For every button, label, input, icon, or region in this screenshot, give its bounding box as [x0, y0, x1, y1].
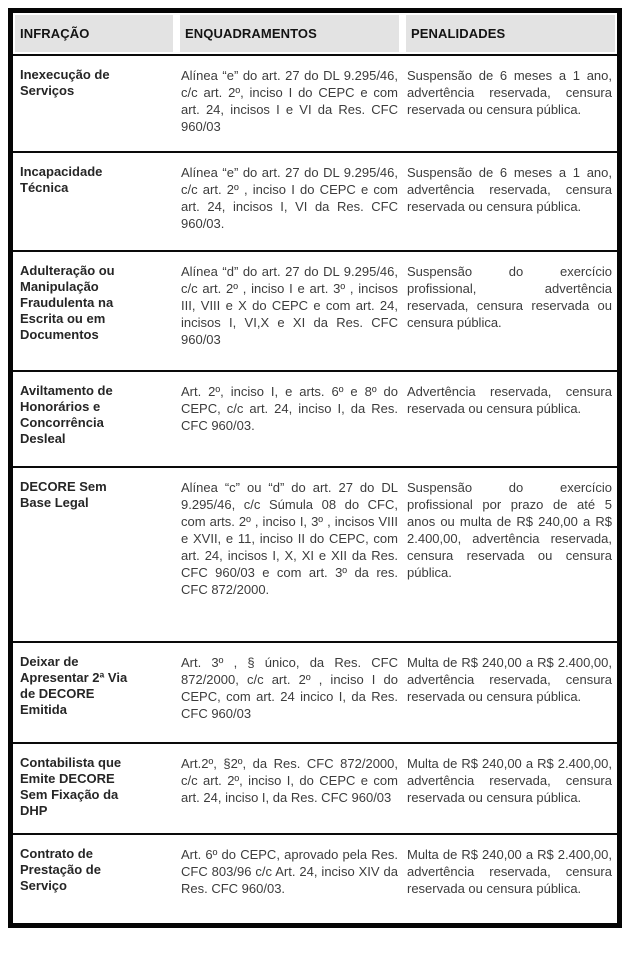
infracao-cell: Contrato de Prestação de Serviço	[20, 846, 101, 893]
enquadramento-cell: Alínea “c” ou “d” do art. 27 do DL 9.295/46, c/c Súmula 08 do CFC, com arts. 2º , inciso I, 3º , incisos VIII e XVII, e 11, inciso II do CEPC, com art. 24, incisos I, X, XI e XII da Res. CFC 960/03 e com art. 3º da res. CFC 872/2000.	[181, 480, 398, 597]
infracao-cell: Incapacidade Técnica	[20, 164, 103, 195]
enquadramento-cell: Alínea “e” do art. 27 do DL 9.295/46, c/c art. 2º, inciso I do CEPC e com art. 24, incisos I e VI da Res. CFC 960/03	[181, 68, 398, 134]
penalidade-cell: Multa de R$ 240,00 a R$ 2.400,00, advertência reservada, censura reservada ou censura pública.	[407, 756, 612, 805]
enquadramento-cell: Art. 6º do CEPC, aprovado pela Res. CFC 803/96 c/c Art. 24, inciso XIV da Res. CFC 960/03.	[181, 847, 398, 896]
column-header-penalidades: PENALIDADES	[406, 15, 615, 52]
penalidade-cell: Suspensão do exercício profissional, advertência reservada, censura reservada ou censura pública.	[407, 264, 612, 330]
enquadramento-cell: Alínea “e” do art. 27 do DL 9.295/46, c/c art. 2º , inciso I do CEPC e com art. 24, incisos I, VI da Res. CFC 960/03.	[181, 165, 398, 231]
enquadramento-cell: Art. 3º , § único, da Res. CFC 872/2000, c/c art. 2º , inciso I do CEPC, com art. 24 incico I, da Res. CFC 960/03	[181, 655, 398, 721]
enquadramento-cell: Alínea “d” do art. 27 do DL 9.295/46, c/c art. 2º , inciso I e art. 3º , incisos III, VIII e X do CEPC e com art. 24, incisos I, VI,X e XI da Res. CFC 960/03	[181, 264, 398, 347]
penalidade-cell: Advertência reservada, censura reservada ou censura pública.	[407, 384, 612, 416]
infracao-cell: Aviltamento de Honorários e Concorrência Desleal	[20, 383, 113, 446]
table-row	[13, 250, 617, 370]
infracao-cell: Contabilista que Emite DECORE Sem Fixação da DHP	[20, 755, 122, 818]
penalties-table	[8, 8, 622, 928]
table-row	[13, 742, 617, 833]
table-row	[13, 54, 617, 151]
table-row	[13, 641, 617, 742]
infracao-cell: Deixar de Apresentar 2ª Via de DECORE Emitida	[20, 654, 128, 717]
column-header-infracao: INFRAÇÃO	[15, 15, 173, 52]
penalidade-cell: Suspensão de 6 meses a 1 ano, advertência reservada, censura reservada ou censura pública.	[407, 165, 612, 214]
table-row	[13, 151, 617, 250]
table-row	[13, 833, 617, 923]
penalidade-cell: Multa de R$ 240,00 a R$ 2.400,00, advertência reservada, censura reservada ou censura pública.	[407, 655, 612, 704]
table-row	[13, 370, 617, 466]
enquadramento-cell: Art.2º, §2º, da Res. CFC 872/2000, c/c art. 2º, inciso I, do CEPC e com art. 24, inciso I, da Res. CFC 960/03	[181, 756, 398, 805]
penalidade-cell: Multa de R$ 240,00 a R$ 2.400,00, advertência reservada, censura reservada ou censura pública.	[407, 847, 612, 896]
infracao-cell: Inexecução de Serviços	[20, 67, 110, 98]
penalidade-cell: Suspensão do exercício profissional por prazo de até 5 anos ou multa de R$ 240,00 a R$ 2.400,00, advertência reservada, censura reservada ou censura pública.	[407, 480, 612, 580]
infracao-cell: Adulteração ou Manipulação Fraudulenta na Escrita ou em Documentos	[20, 263, 115, 342]
enquadramento-cell: Art. 2º, inciso I, e arts. 6º e 8º do CEPC, c/c art. 24, inciso I, da Res. CFC 960/03.	[181, 384, 398, 433]
table-header-row	[13, 13, 617, 54]
infracao-cell: DECORE Sem Base Legal	[20, 479, 107, 510]
penalidade-cell: Suspensão de 6 meses a 1 ano, advertência reservada, censura reservada ou censura pública.	[407, 68, 612, 117]
column-header-enquadramentos: ENQUADRAMENTOS	[180, 15, 399, 52]
table-row	[13, 466, 617, 641]
